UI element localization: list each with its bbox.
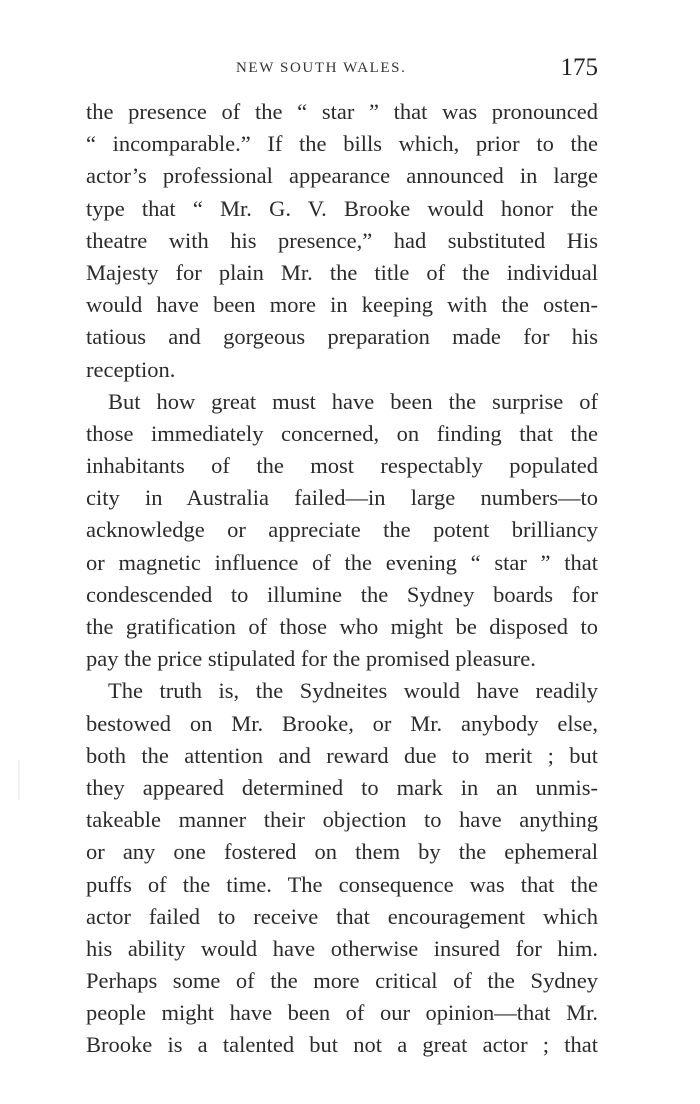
- page-edge-mark: [18, 760, 20, 800]
- text-line: But how great must have been the surprise of: [108, 388, 598, 414]
- running-head: [86, 56, 598, 90]
- body-text: [86, 96, 598, 1062]
- text-line: people might have been of our opinion—that Mr.: [86, 1000, 598, 1026]
- running-title: NEW SOUTH WALES.: [236, 60, 407, 76]
- text-line: Perhaps some of the more critical of the Sydney: [86, 968, 598, 994]
- text-line: would have been more in keeping with the osten-: [86, 292, 598, 318]
- text-line: takeable manner their objection to have anything: [86, 807, 598, 833]
- text-line: those immediately concerned, on finding that the: [86, 420, 598, 446]
- page-number: 175: [560, 54, 598, 81]
- text-line: Majesty for plain Mr. the title of the individual: [86, 259, 598, 285]
- text-line: or any one fostered on them by the ephemeral: [86, 839, 598, 865]
- text-line: the gratification of those who might be disposed to: [86, 614, 598, 639]
- text-line: theatre with his presence,” had substituted His: [86, 227, 598, 253]
- text-line: “ incomparable.” If the bills which, prior to the: [86, 131, 598, 157]
- text-line: condescended to illumine the Sydney boards for: [86, 581, 598, 607]
- text-line: acknowledge or appreciate the potent brilliancy: [86, 517, 598, 543]
- text-line: Brooke is a talented but not a great actor ; that: [86, 1032, 598, 1058]
- text-line: reception.: [86, 356, 176, 382]
- text-line: puffs of the time. The consequence was that the: [86, 871, 598, 897]
- text-line: actor failed to receive that encouragement which: [86, 903, 598, 929]
- text-line: or magnetic influence of the evening “ star ” that: [86, 549, 598, 575]
- text-line: bestowed on Mr. Brooke, or Mr. anybody else,: [86, 710, 598, 736]
- text-line: they appeared determined to mark in an unmis-: [86, 774, 598, 800]
- text-line: his ability would have otherwise insured for him.: [86, 935, 598, 961]
- text-line: inhabitants of the most respectably populated: [86, 453, 598, 479]
- text-line: city in Australia failed—in large numbers—to: [86, 485, 598, 511]
- text-line: the presence of the “ star ” that was pronounced: [86, 99, 598, 124]
- text-line: both the attention and reward due to merit ; but: [86, 742, 598, 768]
- text-line: tatious and gorgeous preparation made for his: [86, 324, 598, 350]
- text-line: actor’s professional appearance announced in large: [86, 163, 598, 189]
- text-line: pay the price stipulated for the promised pleasure.: [86, 646, 536, 672]
- text-line: The truth is, the Sydneites would have readily: [108, 678, 598, 704]
- text-line: type that “ Mr. G. V. Brooke would honor the: [86, 195, 598, 221]
